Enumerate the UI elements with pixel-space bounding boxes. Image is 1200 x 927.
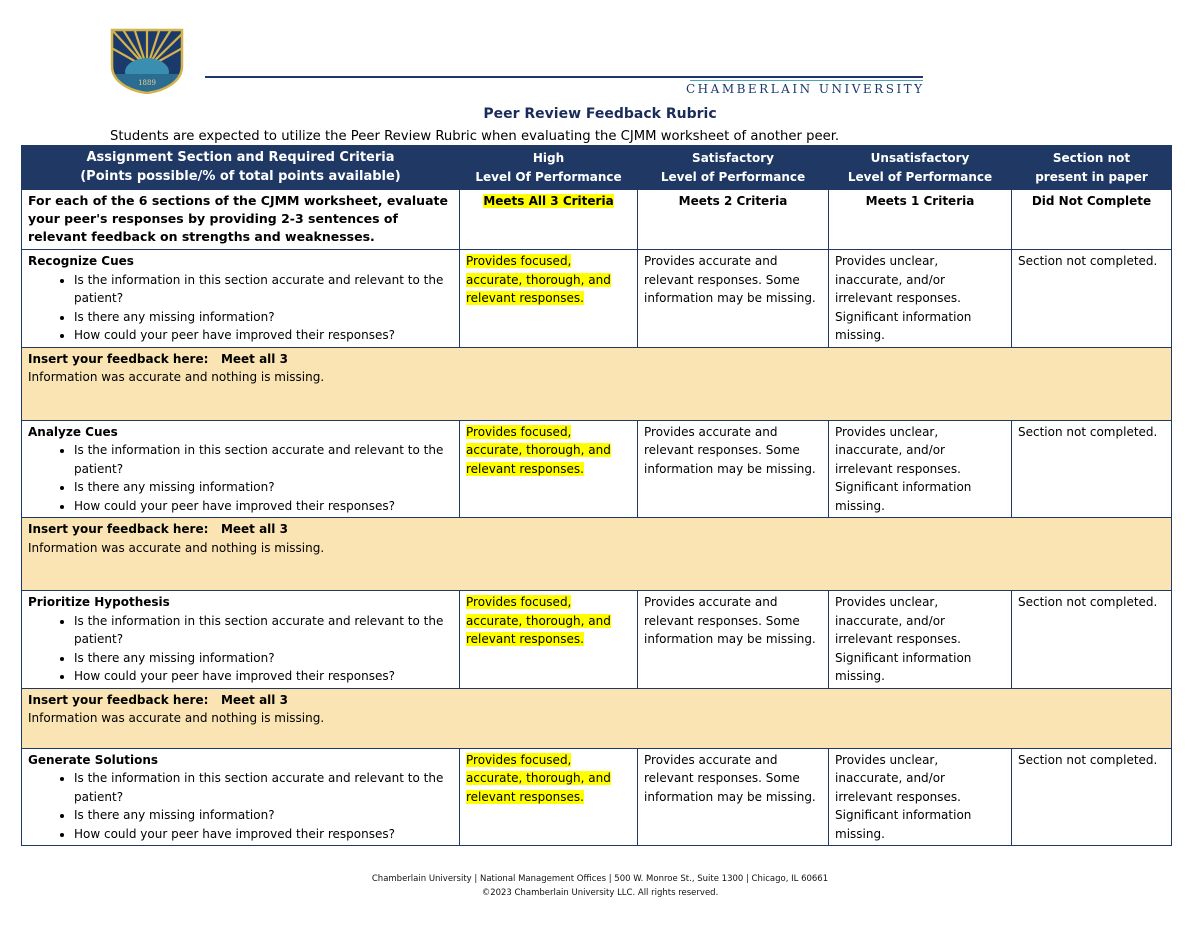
level-unsatisfactory-cell: Provides unclear, inaccurate, and/or irrelevant responses. Significant information missing. xyxy=(829,591,1012,689)
rubric-table xyxy=(21,145,1172,846)
question-item: • Is there any missing information? xyxy=(74,478,453,497)
header-accent-rule xyxy=(690,80,923,81)
col-header-unsatisfactory: Unsatisfactory Level of Performance xyxy=(829,146,1012,190)
instruction-row xyxy=(22,190,1172,250)
feedback-cell[interactable] xyxy=(22,347,1172,420)
feedback-row xyxy=(22,518,1172,591)
header-rule xyxy=(205,76,923,78)
criteria-cell xyxy=(22,748,460,846)
level-high-cell: Provides focused, accurate, thorough, and relevant responses. xyxy=(460,420,638,518)
feedback-label: Insert your feedback here: Meet all 3 xyxy=(28,351,288,366)
instruction-text: For each of the 6 sections of the CJMM worksheet, evaluate your peer's responses by providing 2-3 sentences of relevant feedback on strengths and weaknesses. xyxy=(22,190,460,250)
question-list xyxy=(28,769,453,843)
level-satisfactory-cell: Provides accurate and relevant responses. Some information may be missing. xyxy=(638,250,829,348)
feedback-label: Insert your feedback here: Meet all 3 xyxy=(28,692,288,707)
question-item: • How could your peer have improved their responses? xyxy=(74,497,453,516)
col-header-satisfactory: Satisfactory Level of Performance xyxy=(638,146,829,190)
footer-copyright: ©2023 Chamberlain University LLC. All rights reserved. xyxy=(481,888,719,898)
question-item: • Is the information in this section accurate and relevant to the patient? xyxy=(74,271,453,308)
level-satisfactory-cell: Provides accurate and relevant responses. Some information may be missing. xyxy=(638,748,829,846)
question-item: • Is the information in this section accurate and relevant to the patient? xyxy=(74,612,453,649)
question-item: • How could your peer have improved their responses? xyxy=(74,326,453,345)
criteria-cell xyxy=(22,250,460,348)
col-header-high: High Level Of Performance xyxy=(460,146,638,190)
page-title: Peer Review Feedback Rubric xyxy=(483,106,717,122)
feedback-cell[interactable] xyxy=(22,518,1172,591)
question-item: • How could your peer have improved their responses? xyxy=(74,825,453,844)
feedback-text: Information was accurate and nothing is missing. xyxy=(28,370,325,384)
level-unsatisfactory-cell: Provides unclear, inaccurate, and/or irrelevant responses. Significant information missing. xyxy=(829,250,1012,348)
level-high-cell: Provides focused, accurate, thorough, and relevant responses. xyxy=(460,250,638,348)
section-name: Generate Solutions xyxy=(28,752,159,767)
level-satisfactory-cell: Provides accurate and relevant responses. Some information may be missing. xyxy=(638,420,829,518)
level-not-present-cell: Section not completed. xyxy=(1012,748,1172,846)
logo-year: 1889 xyxy=(138,79,156,87)
feedback-row xyxy=(22,347,1172,420)
col-header-not-present: Section not present in paper xyxy=(1012,146,1172,190)
level-unsatisfactory-cell: Provides unclear, inaccurate, and/or irrelevant responses. Significant information missing. xyxy=(829,420,1012,518)
criteria-row xyxy=(22,250,1172,348)
level-unsatisfactory-cell: Provides unclear, inaccurate, and/or irrelevant responses. Significant information missing. xyxy=(829,748,1012,846)
university-logo xyxy=(108,28,186,94)
question-item: • Is there any missing information? xyxy=(74,308,453,327)
col-header-criteria: Assignment Section and Required Criteria (Points possible/% of total points available) xyxy=(22,146,460,190)
university-name: CHAMBERLAIN UNIVERSITY xyxy=(686,82,925,96)
level-not-present-cell: Section not completed. xyxy=(1012,250,1172,348)
question-item: • How could your peer have improved their responses? xyxy=(74,667,453,686)
criteria-row xyxy=(22,591,1172,689)
level-satisfactory-cell: Provides accurate and relevant responses. Some information may be missing. xyxy=(638,591,829,689)
section-name: Prioritize Hypothesis xyxy=(28,595,170,609)
criteria-cell xyxy=(22,420,460,518)
question-list xyxy=(28,271,453,345)
level-high-cell: Provides focused, accurate, thorough, and relevant responses. xyxy=(460,591,638,689)
feedback-row xyxy=(22,688,1172,748)
section-name: Recognize Cues xyxy=(28,254,134,268)
instruction-satisfactory: Meets 2 Criteria xyxy=(638,190,829,250)
level-not-present-cell: Section not completed. xyxy=(1012,591,1172,689)
criteria-cell xyxy=(22,591,460,689)
feedback-text: Information was accurate and nothing is missing. xyxy=(28,711,325,725)
question-list xyxy=(28,441,453,515)
feedback-label: Insert your feedback here: Meet all 3 xyxy=(28,522,288,536)
instruction-not-present: Did Not Complete xyxy=(1012,190,1172,250)
section-name: Analyze Cues xyxy=(28,424,118,439)
question-item: • Is there any missing information? xyxy=(74,649,453,668)
feedback-cell[interactable] xyxy=(22,688,1172,748)
criteria-row xyxy=(22,420,1172,518)
footer-address: Chamberlain University | National Management Offices | 500 W. Monroe St., Suite 1300 | Chicago, IL 60661 xyxy=(371,874,829,884)
criteria-row xyxy=(22,748,1172,846)
question-list xyxy=(28,612,453,686)
question-item: • Is the information in this section accurate and relevant to the patient? xyxy=(74,769,453,806)
question-item: • Is the information in this section accurate and relevant to the patient? xyxy=(74,441,453,478)
header-row xyxy=(22,146,1172,190)
instruction-unsatisfactory: Meets 1 Criteria xyxy=(829,190,1012,250)
level-not-present-cell: Section not completed. xyxy=(1012,420,1172,518)
intro-text: Students are expected to utilize the Peer Review Rubric when evaluating the CJMM worksheet of another peer. xyxy=(110,129,840,144)
instruction-high: Meets All 3 Criteria xyxy=(460,190,638,250)
feedback-text: Information was accurate and nothing is missing. xyxy=(28,540,325,555)
level-high-cell: Provides focused, accurate, thorough, and relevant responses. xyxy=(460,748,638,846)
question-item: • Is there any missing information? xyxy=(74,806,453,825)
